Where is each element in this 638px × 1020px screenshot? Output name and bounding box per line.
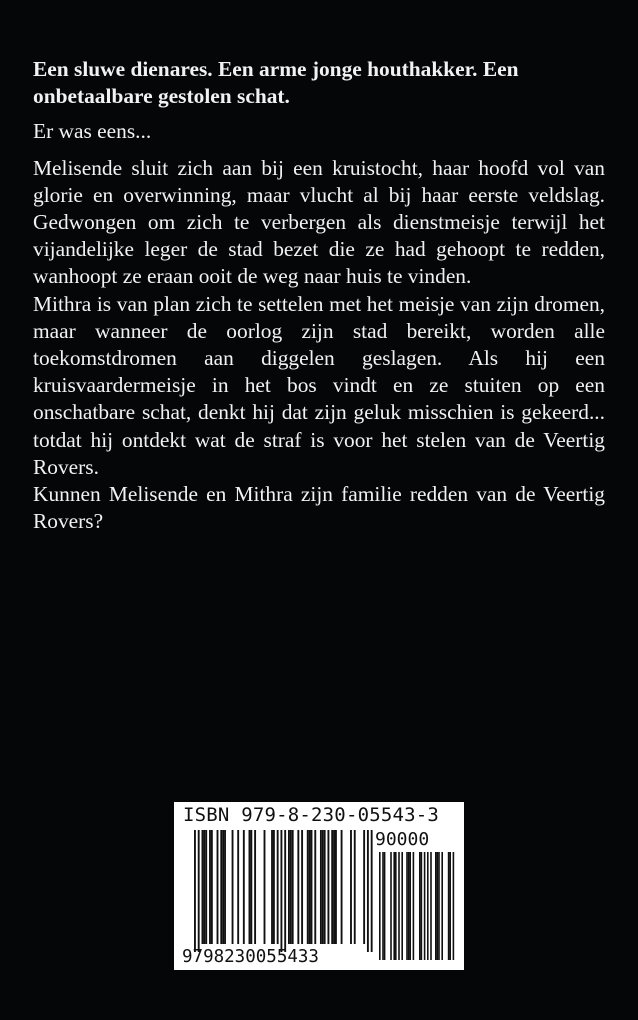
barcode-bar [243,830,245,944]
price-addon-bars [379,852,454,960]
barcode-bar [264,830,266,944]
barcode-bar [311,830,313,944]
ean13-bars [194,830,373,952]
addon-bar [424,852,426,960]
barcode-bar [211,830,213,944]
barcode-bar [290,830,292,944]
barcode-bar [249,830,251,944]
addon-bar [406,852,408,960]
isbn-barcode [174,802,464,970]
barcode-bar [277,830,279,944]
barcode-bar [350,830,352,944]
barcode-bar [363,830,365,944]
addon-bar [379,852,381,960]
addon-bar [390,852,392,960]
barcode-bar [354,830,356,944]
addon-bar [430,852,432,960]
addon-bar [438,852,440,960]
addon-bar [408,852,410,960]
barcode-bar [292,830,294,944]
barcode-bar [314,830,316,944]
addon-bar [427,852,429,960]
opening-line: Er was eens... [33,119,152,144]
addon-bar [382,852,384,960]
back-cover-blurb [33,56,605,535]
barcode-bar [202,830,204,944]
addon-bar [398,852,400,960]
barcode-bar [297,830,299,944]
barcode-bar [371,830,373,952]
barcode-bar [307,830,309,944]
barcode-bar [217,830,219,944]
barcode-bar [222,830,224,944]
isbn-label: ISBN 979-8-230-05543-3 [183,804,440,826]
addon-bar [453,852,455,960]
barcode-bar [320,830,322,944]
barcode-bar [367,830,369,952]
addon-bar [395,852,397,960]
addon-bar [401,852,403,960]
barcode-bar [324,830,326,944]
barcode-bar [301,830,303,944]
addon-bar [449,852,451,960]
barcode-bar [331,830,333,944]
barcode-bar [280,830,282,952]
addon-bar [435,852,437,960]
addon-bar [437,852,439,960]
barcode-bar [341,830,343,944]
barcode-bar [220,830,222,944]
addon-bar [421,852,423,960]
barcode-bar [224,830,226,944]
addon-bar [393,852,395,960]
addon-bar [384,852,386,960]
barcode-bar [273,830,275,944]
tagline: Een sluwe dienares. Een arme jonge houthakker. Een onbetaalbare gestolen schat. [33,57,519,109]
ean-digits: 9798230055433 [182,947,319,967]
barcode-bar [250,830,252,944]
barcode-bar [288,830,290,944]
barcode-bar [333,830,335,944]
addon-bar [409,852,411,960]
blurb-paragraph-melisende: Melisende sluit zich aan bij een kruistocht, haar hoofd vol van glorie en overwinning, maar vlucht al bij haar eerste veldslag. Gedwongen om zich te verbergen als dienstmeisje terwijl het vijandelijke leger de stad bezet die ze had gehoopt te redden, wanhoopt ze eraan ooit de weg naar huis te vinden. [33,155,605,289]
barcode-bar [322,830,324,944]
barcode-bar [271,830,273,944]
barcode-bar [198,830,200,952]
barcode-bar [205,830,207,944]
barcode-bar [335,830,337,944]
barcode-bar [209,830,211,944]
barcode-bar [237,830,239,944]
addon-bar [441,852,443,960]
addon-bar [419,852,421,960]
barcode-bar [254,830,256,944]
barcode-bar [203,830,205,944]
barcode-bar [194,830,196,952]
barcode-bars [174,802,464,970]
barcode-bar [327,830,329,944]
barcode-bar [284,830,286,952]
blurb-paragraph-question: Kunnen Melisende en Mithra zijn familie redden van de Veertig Rovers? [33,482,605,534]
barcode-bar [309,830,311,944]
addon-bar [413,852,415,960]
price-code: 90000 [375,829,430,850]
blurb-paragraph-mithra: Mithra is van plan zich te settelen met het meisje van zijn dromen, maar wanneer de oorlog zijn stad bereikt, worden alle toekomstdromen aan diggelen geslagen. Als hij een kruisvaardermeisje in het bos vindt en ze stuiten op een onschatbare schat, denkt hij dat zijn geluk misschien is gekeerd... totdat hij ontdekt wat de straf is voor het stelen van de Veertig Rovers. [33,291,605,479]
barcode-bar [232,830,234,944]
addon-bar [448,852,450,960]
